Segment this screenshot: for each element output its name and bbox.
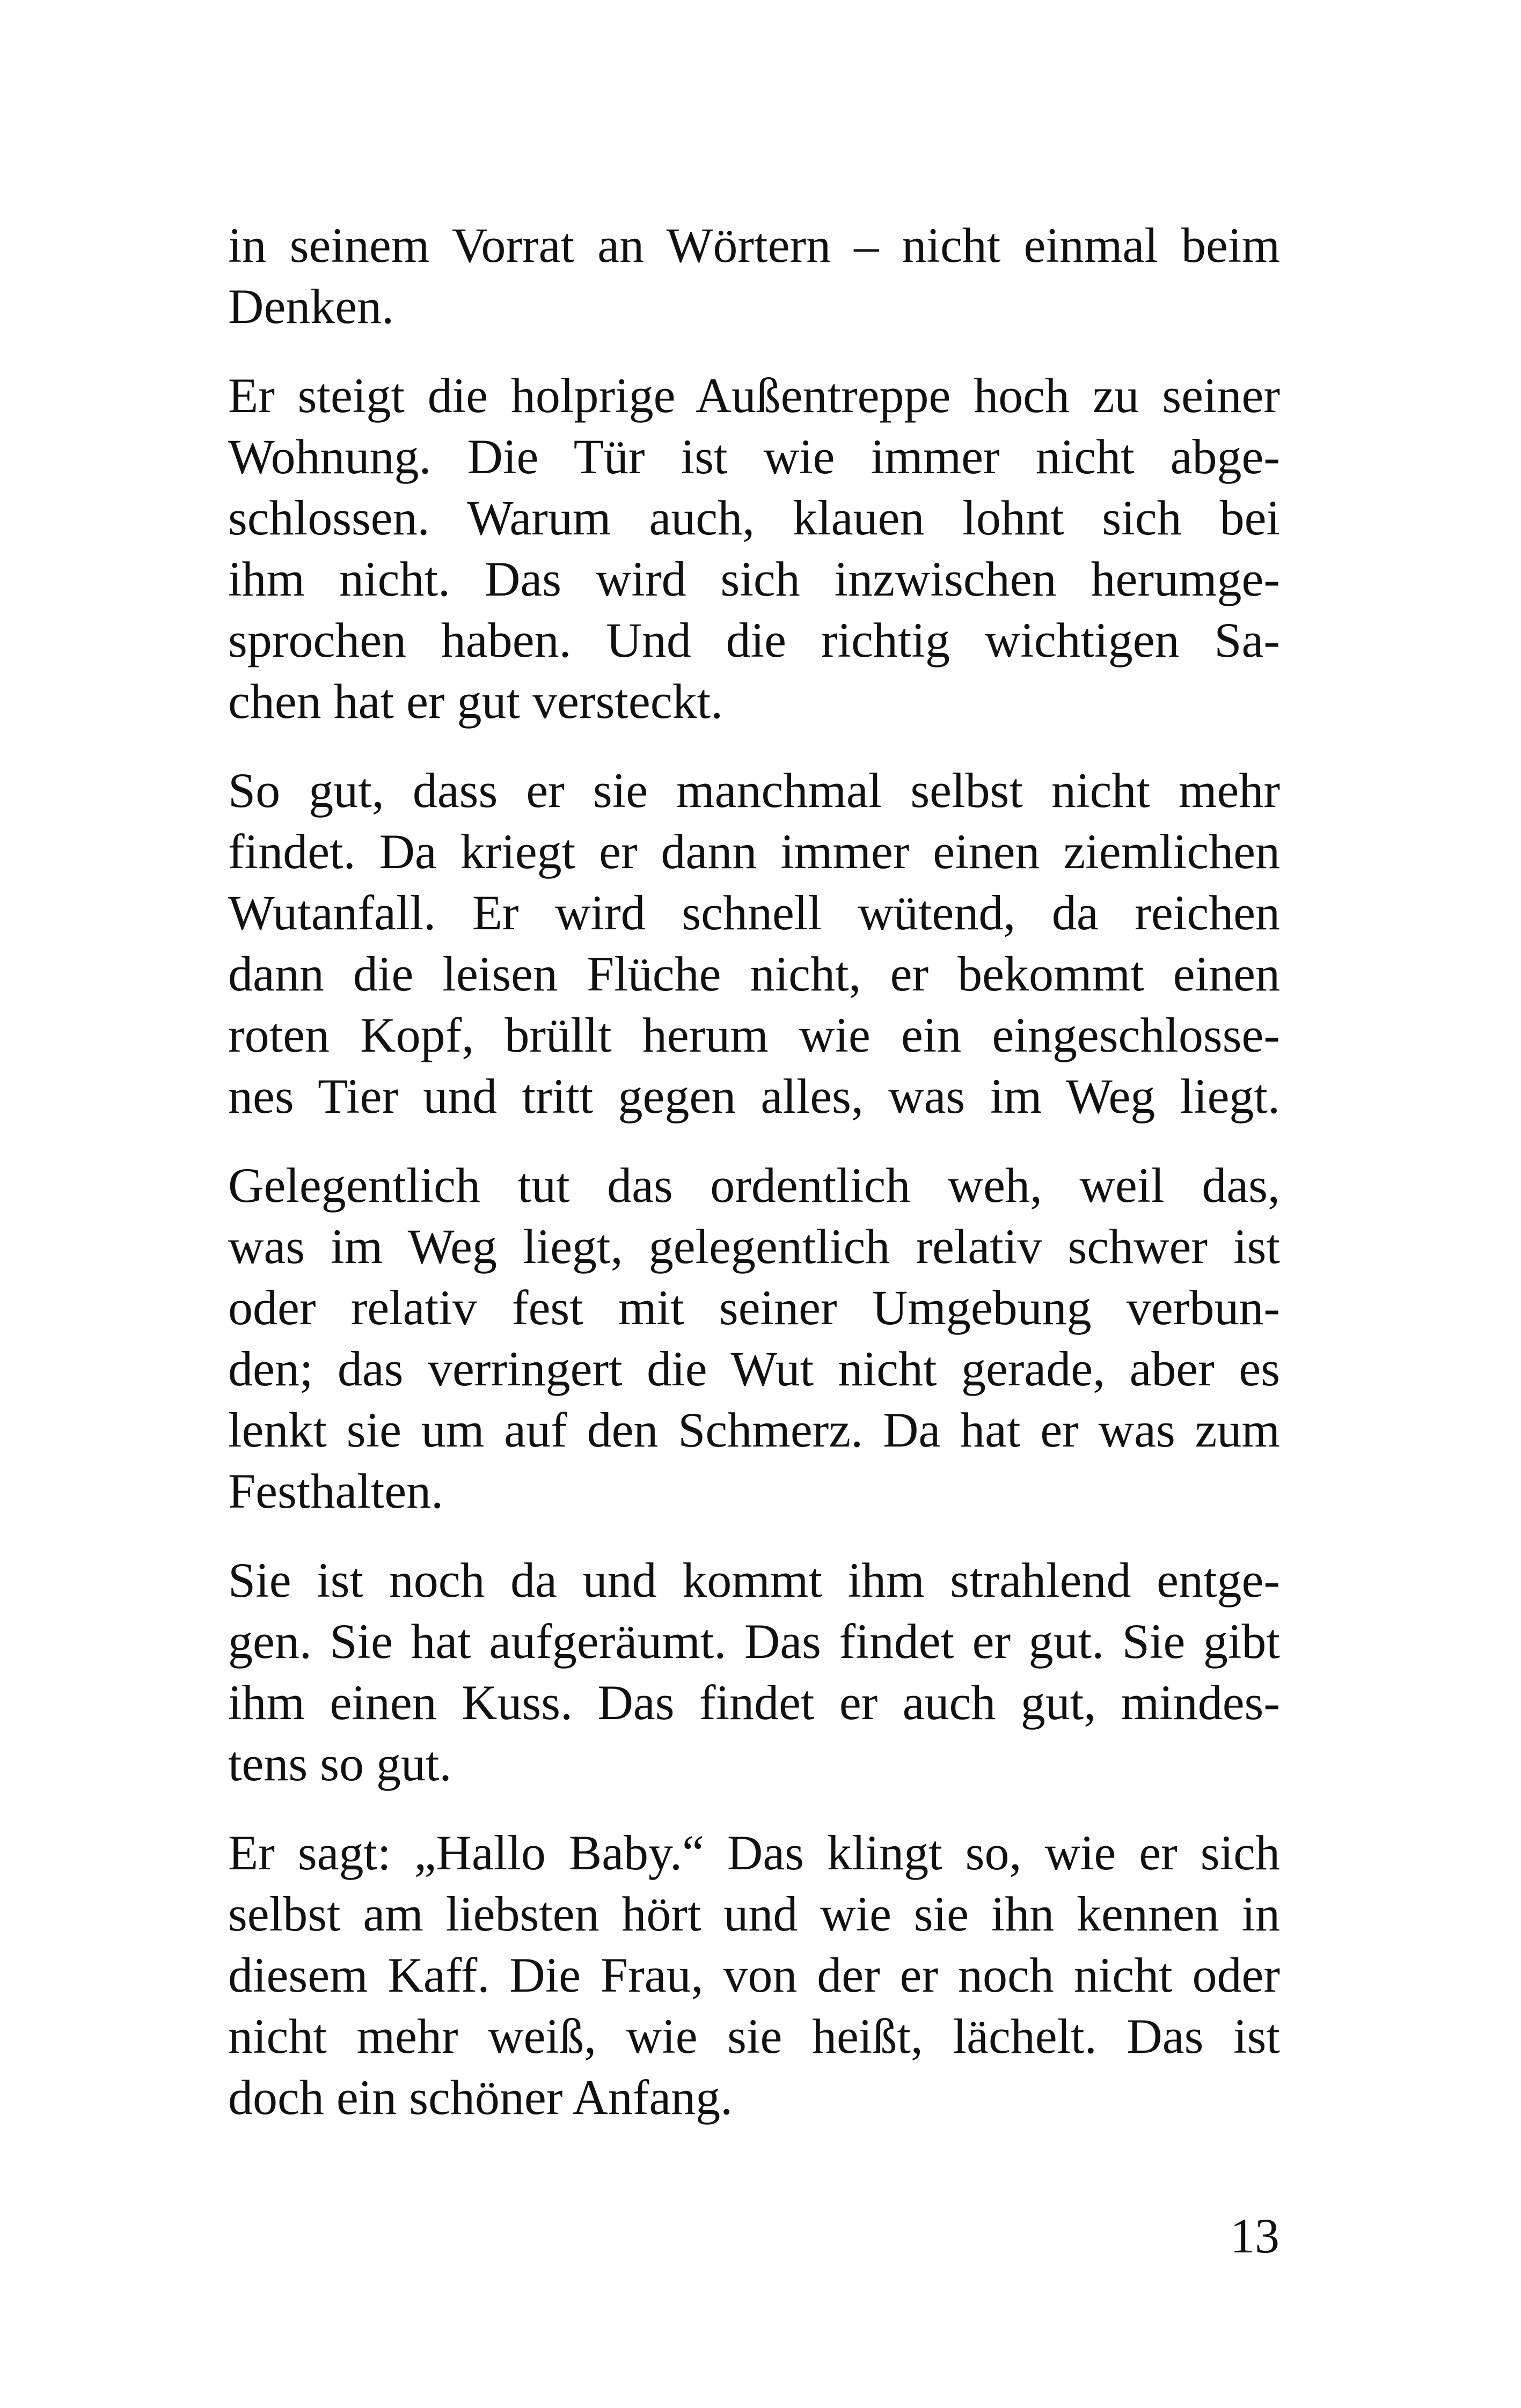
text-line: Wohnung. Die Tür ist wie immer nicht abge-: [228, 429, 1280, 484]
text-line: lenkt sie um auf den Schmerz. Da hat er was zum: [228, 1403, 1280, 1457]
paragraph-gap: [228, 1522, 1280, 1550]
text-line: nicht mehr weiß, wie sie heißt, lächelt. Das ist: [228, 2009, 1280, 2064]
text-line: was im Weg liegt, gelegentlich relativ schwer ist: [228, 1219, 1280, 1274]
paragraph-gap: [228, 1127, 1280, 1155]
text-line: diesem Kaff. Die Frau, von der er noch nicht oder: [228, 1948, 1280, 2002]
text-line: dann die leisen Flüche nicht, er bekommt einen: [228, 946, 1280, 1001]
text-line: ihm nicht. Das wird sich inzwischen herumge-: [228, 552, 1280, 606]
text-line: Er steigt die holprige Außentreppe hoch zu seiner: [228, 368, 1280, 423]
text-line: Er sagt: „Hallo Baby.“ Das klingt so, wie er sich: [228, 1825, 1280, 1880]
text-line: doch ein schöner Anfang.: [228, 2070, 733, 2125]
text-line: selbst am liebsten hört und wie sie ihn kennen in: [228, 1886, 1280, 1941]
page-number: 13: [1230, 2208, 1279, 2263]
text-line: findet. Da kriegt er dann immer einen ziemlichen: [228, 824, 1280, 879]
text-line: schlossen. Warum auch, klauen lohnt sich bei: [228, 490, 1280, 545]
text-line: So gut, dass er sie manchmal selbst nicht mehr: [228, 763, 1280, 818]
paragraph-gap: [228, 732, 1280, 760]
paragraph-gap: [228, 1794, 1280, 1822]
text-line: in seinem Vorrat an Wörtern – nicht einmal beim: [228, 218, 1280, 273]
text-line: Sie ist noch da und kommt ihm strahlend entge-: [228, 1553, 1280, 1607]
paragraph-gap: [228, 337, 1280, 365]
text-line: nes Tier und tritt gegen alles, was im Weg liegt.: [228, 1069, 1280, 1124]
body-text: [228, 215, 1280, 2128]
text-line: chen hat er gut versteckt.: [228, 674, 723, 729]
text-line: gen. Sie hat aufgeräumt. Das findet er gut. Sie gibt: [228, 1614, 1280, 1669]
text-line: den; das verringert die Wut nicht gerade, aber es: [228, 1341, 1280, 1396]
text-line: Denken.: [228, 279, 394, 334]
text-line: Wutanfall. Er wird schnell wütend, da reichen: [228, 885, 1280, 940]
text-line: oder relativ fest mit seiner Umgebung verbun-: [228, 1280, 1280, 1335]
text-line: Festhalten.: [228, 1464, 444, 1518]
text-line: tens so gut.: [228, 1736, 452, 1791]
text-line: ihm einen Kuss. Das findet er auch gut, mindes-: [228, 1675, 1280, 1730]
text-line: roten Kopf, brüllt herum wie ein eingeschlosse-: [228, 1008, 1280, 1062]
text-line: Gelegentlich tut das ordentlich weh, weil das,: [228, 1158, 1280, 1213]
text-line: sprochen haben. Und die richtig wichtigen Sa-: [228, 613, 1280, 667]
